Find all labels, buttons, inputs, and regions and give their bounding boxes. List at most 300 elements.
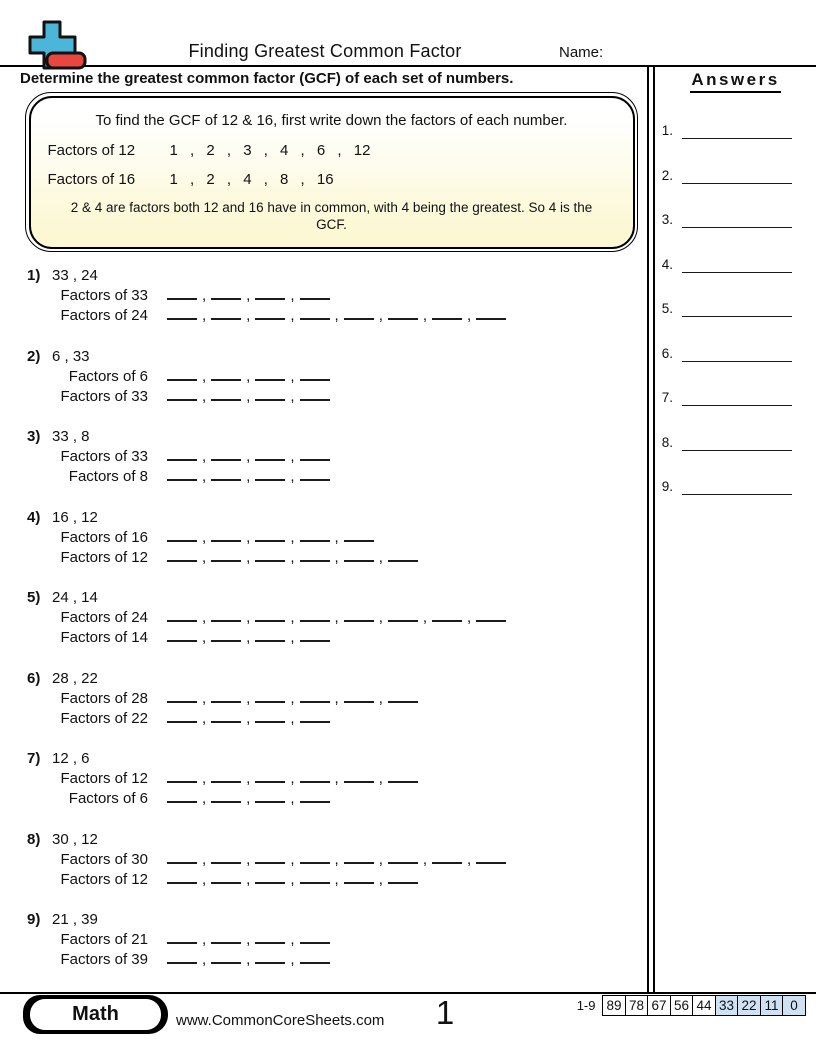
answers-divider	[647, 66, 655, 992]
answer-number: 6.	[661, 345, 673, 361]
factor-answer-blank[interactable]	[300, 287, 330, 300]
comma-separator: ,	[246, 931, 251, 948]
answers-list	[655, 118, 816, 495]
plus-minus-logo-icon	[26, 16, 90, 72]
example-rows	[31, 141, 633, 190]
factor-answer-blank[interactable]	[388, 851, 418, 864]
factor-answer-blank[interactable]	[167, 770, 197, 783]
factor-answer-blank[interactable]	[211, 529, 241, 542]
comma-separator: ,	[378, 770, 383, 787]
factor-answer-blank[interactable]	[211, 549, 241, 562]
answer-number: 3.	[661, 212, 673, 227]
factor-blanks	[167, 769, 418, 789]
comma-separator: ,	[246, 870, 251, 888]
factor-answer-blank[interactable]	[211, 468, 241, 481]
factor-line	[48, 850, 648, 870]
subject-badge-pill	[30, 999, 161, 1030]
factor-label: Factors of 12	[60, 770, 148, 787]
comma-separator: ,	[467, 307, 472, 324]
factor-answer-blank[interactable]	[255, 871, 285, 884]
problem-number: 8)	[27, 830, 41, 848]
comma-separator: ,	[290, 850, 295, 868]
answers-title-wrap	[655, 70, 816, 93]
answer-item	[658, 430, 792, 451]
problem-number: 4)	[27, 508, 41, 526]
factor-line	[48, 367, 648, 387]
comma-separator: ,	[246, 709, 251, 727]
factor-label: Factors of 33	[60, 448, 148, 465]
factor-line	[48, 467, 648, 487]
problem	[0, 830, 648, 890]
comma-separator: ,	[334, 850, 339, 868]
factor-answer-blank[interactable]	[300, 710, 330, 723]
factor-answer-blank[interactable]	[388, 871, 418, 884]
problem	[0, 508, 648, 568]
answer-number: 8.	[661, 434, 673, 450]
comma-separator: ,	[202, 870, 207, 888]
answer-blank-line[interactable]	[682, 315, 792, 317]
answer-blank-line[interactable]	[682, 493, 792, 495]
comma-separator: ,	[290, 870, 295, 888]
problem-number: 5)	[27, 589, 41, 606]
comma-separator: ,	[378, 689, 383, 707]
comma-separator: ,	[378, 870, 383, 888]
answer-blank-line[interactable]	[682, 449, 792, 451]
comma-separator: ,	[290, 790, 295, 807]
factor-blanks	[167, 306, 506, 326]
factor-answer-blank[interactable]	[255, 529, 285, 542]
comma-separator: ,	[290, 931, 295, 948]
comma-separator: ,	[334, 307, 339, 324]
factor-answer-blank[interactable]	[344, 851, 374, 864]
factor-answer-blank[interactable]	[167, 529, 197, 542]
factor-answer-blank[interactable]	[344, 770, 374, 783]
factor-label: Factors of 30	[60, 850, 148, 868]
answer-number: 9.	[661, 479, 673, 494]
factor-label: Factors of 24	[60, 307, 148, 324]
factor-line	[48, 870, 648, 890]
factor-answer-blank[interactable]	[211, 851, 241, 864]
subject-badge	[23, 995, 168, 1034]
answer-blank-line[interactable]	[682, 360, 792, 362]
answer-blank-line[interactable]	[682, 271, 792, 273]
comma-separator: ,	[378, 850, 383, 868]
factor-answer-blank[interactable]	[255, 951, 285, 964]
answer-item	[658, 385, 792, 406]
comma-separator: ,	[290, 287, 295, 304]
factor-answer-blank[interactable]	[300, 609, 330, 622]
problem-pair: 6 , 33	[52, 347, 90, 365]
factor-answer-blank[interactable]	[300, 368, 330, 381]
factor-answer-blank[interactable]	[300, 388, 330, 401]
factor-answer-blank[interactable]	[388, 690, 418, 703]
factor-blanks	[167, 689, 418, 709]
score-cell: 78	[625, 995, 649, 1016]
comma-separator: ,	[422, 850, 428, 868]
factor-answer-blank[interactable]	[255, 307, 285, 320]
problem-pair: 12 , 6	[52, 750, 90, 767]
factor-label: Factors of 33	[60, 287, 148, 304]
comma-separator: ,	[334, 689, 339, 707]
factor-blanks	[167, 950, 330, 970]
factor-answer-blank[interactable]	[344, 307, 374, 320]
factor-answer-blank[interactable]	[300, 770, 330, 783]
factor-answer-blank[interactable]	[211, 629, 241, 642]
factor-blanks	[167, 870, 418, 890]
problem-pair: 33 , 24	[52, 267, 98, 284]
factor-blanks	[167, 709, 330, 729]
problem	[0, 669, 648, 729]
factor-line	[48, 608, 648, 628]
factor-answer-blank[interactable]	[211, 951, 241, 964]
minus-icon	[47, 53, 85, 68]
problem	[0, 910, 648, 970]
problem	[0, 347, 648, 407]
factor-answer-blank[interactable]	[300, 629, 330, 642]
comma-separator: ,	[290, 387, 295, 405]
answer-blank-line[interactable]	[682, 226, 792, 228]
comma-separator: ,	[246, 770, 251, 787]
problem	[0, 266, 648, 326]
comma-separator: ,	[290, 528, 295, 546]
comma-separator: ,	[422, 609, 428, 626]
comma-separator: ,	[202, 387, 207, 405]
problem	[0, 427, 648, 487]
score-cell: 22	[737, 995, 761, 1016]
factor-answer-blank[interactable]	[211, 609, 241, 622]
factor-answer-blank[interactable]	[255, 609, 285, 622]
factor-answer-blank[interactable]	[255, 690, 285, 703]
factor-line	[48, 950, 648, 970]
factor-answer-blank[interactable]	[388, 770, 418, 783]
comma-separator: ,	[378, 548, 383, 566]
comma-separator: ,	[422, 307, 428, 324]
comma-separator: ,	[334, 870, 339, 888]
comma-separator: ,	[378, 307, 383, 324]
factor-answer-blank[interactable]	[211, 871, 241, 884]
comma-separator: ,	[246, 448, 251, 465]
page-title: Finding Greatest Common Factor	[188, 41, 462, 61]
comma-separator: ,	[246, 287, 251, 304]
factor-answer-blank[interactable]	[167, 468, 197, 481]
score-cell: 0	[782, 995, 806, 1016]
comma-separator: ,	[246, 790, 251, 807]
factor-answer-blank[interactable]	[167, 629, 197, 642]
answer-number: 5.	[661, 301, 673, 316]
factor-blanks	[167, 387, 330, 407]
factor-answer-blank[interactable]	[211, 710, 241, 723]
comma-separator: ,	[202, 468, 207, 485]
score-cell: 56	[670, 995, 694, 1016]
factor-blanks	[167, 367, 330, 387]
comma-separator: ,	[290, 689, 295, 707]
score-cells	[604, 995, 807, 1016]
problem	[0, 749, 648, 809]
problem-pair: 16 , 12	[52, 508, 98, 526]
factor-answer-blank[interactable]	[255, 468, 285, 481]
factor-label: Factors of 28	[60, 689, 148, 707]
comma-separator: ,	[246, 528, 251, 546]
factor-answer-blank[interactable]	[344, 609, 374, 622]
comma-separator: ,	[246, 951, 251, 968]
factor-answer-blank[interactable]	[255, 287, 285, 300]
factor-answer-blank[interactable]	[344, 690, 374, 703]
factor-label: Factors of 6	[68, 790, 148, 807]
factor-line	[48, 789, 648, 809]
factor-label: Factors of 12	[60, 870, 148, 888]
score-cell: 89	[602, 995, 626, 1016]
comma-separator: ,	[246, 548, 251, 566]
example-factor-values: 1 , 2 , 4 , 8 , 16	[169, 170, 334, 188]
factor-answer-blank[interactable]	[255, 549, 285, 562]
answer-item	[658, 252, 792, 273]
score-cell: 67	[647, 995, 671, 1016]
factor-blanks	[167, 286, 330, 306]
factor-answer-blank[interactable]	[344, 529, 374, 542]
factor-answer-blank[interactable]	[167, 549, 197, 562]
answer-item	[658, 474, 792, 495]
factor-answer-blank[interactable]	[300, 549, 330, 562]
comma-separator: ,	[290, 770, 295, 787]
problem-number: 2)	[27, 347, 41, 365]
problem-number: 7)	[27, 750, 41, 767]
factor-answer-blank[interactable]	[211, 931, 241, 944]
factor-answer-blank[interactable]	[167, 388, 197, 401]
factor-label: Factors of 21	[60, 931, 148, 948]
factor-answer-blank[interactable]	[167, 448, 197, 461]
comma-separator: ,	[202, 709, 207, 727]
comma-separator: ,	[246, 367, 251, 385]
factor-answer-blank[interactable]	[167, 710, 197, 723]
comma-separator: ,	[202, 528, 207, 546]
answer-item	[658, 163, 792, 184]
factor-answer-blank[interactable]	[167, 307, 197, 320]
factor-label: Factors of 12	[60, 548, 148, 566]
factor-answer-blank[interactable]	[255, 388, 285, 401]
factor-answer-blank[interactable]	[211, 448, 241, 461]
comma-separator: ,	[290, 548, 295, 566]
comma-separator: ,	[202, 287, 207, 304]
comma-separator: ,	[246, 468, 251, 485]
factor-answer-blank[interactable]	[167, 609, 197, 622]
factor-line	[48, 306, 648, 326]
factor-line	[48, 286, 648, 306]
factor-answer-blank[interactable]	[300, 851, 330, 864]
comma-separator: ,	[202, 307, 207, 324]
factor-answer-blank[interactable]	[211, 287, 241, 300]
problem-pair: 28 , 22	[52, 669, 98, 687]
answer-item	[658, 118, 792, 139]
factor-answer-blank[interactable]	[476, 609, 506, 622]
answer-number: 7.	[661, 390, 673, 405]
comma-separator: ,	[246, 629, 251, 646]
factor-answer-blank[interactable]	[344, 871, 374, 884]
factor-answer-blank[interactable]	[167, 951, 197, 964]
factor-label: Factors of 6	[68, 367, 148, 385]
answer-number: 2.	[661, 167, 673, 183]
factor-line	[48, 628, 648, 648]
comma-separator: ,	[202, 629, 207, 646]
comma-separator: ,	[246, 609, 251, 626]
factor-answer-blank[interactable]	[255, 931, 285, 944]
factor-answer-blank[interactable]	[255, 368, 285, 381]
answers-title: Answers	[690, 70, 780, 93]
comma-separator: ,	[334, 548, 339, 566]
factor-label: Factors of 16	[60, 528, 148, 546]
example-box-inner	[29, 96, 635, 249]
problem-pair: 33 , 8	[52, 428, 90, 445]
score-cell: 33	[715, 995, 739, 1016]
factor-answer-blank[interactable]	[300, 951, 330, 964]
comma-separator: ,	[290, 951, 295, 968]
factor-answer-blank[interactable]	[255, 629, 285, 642]
factor-answer-blank[interactable]	[388, 549, 418, 562]
comma-separator: ,	[202, 548, 207, 566]
factor-blanks	[167, 528, 374, 548]
problem-number: 6)	[27, 669, 41, 687]
factor-blanks	[167, 548, 418, 568]
factor-answer-blank[interactable]	[167, 690, 197, 703]
factor-answer-blank[interactable]	[300, 871, 330, 884]
comma-separator: ,	[290, 629, 295, 646]
factor-answer-blank[interactable]	[167, 931, 197, 944]
factor-answer-blank[interactable]	[211, 790, 241, 803]
factor-label: Factors of 39	[60, 951, 148, 968]
factor-line	[48, 930, 648, 950]
comma-separator: ,	[202, 850, 207, 868]
factor-blanks	[167, 628, 330, 648]
factor-answer-blank[interactable]	[388, 609, 418, 622]
factor-answer-blank[interactable]	[211, 770, 241, 783]
example-conclusion: 2 & 4 are factors both 12 and 16 have in common, with 4 being the greatest. So 4 is the GCF.	[70, 199, 593, 232]
factor-answer-blank[interactable]	[300, 468, 330, 481]
comma-separator: ,	[290, 709, 295, 727]
answer-blank-line[interactable]	[682, 404, 792, 406]
factor-blanks	[167, 850, 506, 870]
problem-pair: 24 , 14	[52, 589, 98, 606]
example-box	[25, 92, 638, 252]
factor-answer-blank[interactable]	[211, 368, 241, 381]
problem	[0, 588, 648, 648]
problem-number: 9)	[27, 911, 41, 928]
factor-answer-blank[interactable]	[167, 368, 197, 381]
footer-divider	[0, 992, 816, 994]
factor-blanks	[167, 467, 330, 487]
example-factor-label: Factors of 12	[47, 141, 136, 159]
comma-separator: ,	[202, 609, 207, 626]
answers-panel	[655, 66, 816, 519]
factor-answer-blank[interactable]	[476, 307, 506, 320]
problem-pair: 30 , 12	[52, 830, 98, 848]
factor-answer-blank[interactable]	[432, 851, 462, 864]
factor-answer-blank[interactable]	[344, 549, 374, 562]
answer-item	[658, 296, 792, 317]
problem-number: 1)	[27, 267, 41, 284]
answer-number: 1.	[661, 123, 673, 138]
factor-answer-blank[interactable]	[300, 529, 330, 542]
factor-line	[48, 548, 648, 568]
factor-label: Factors of 24	[60, 609, 148, 626]
factor-answer-blank[interactable]	[300, 448, 330, 461]
website-link[interactable]: www.CommonCoreSheets.com	[176, 1012, 385, 1029]
subject-badge-label: Math	[72, 1003, 119, 1025]
comma-separator: ,	[334, 609, 339, 626]
factor-answer-blank[interactable]	[300, 690, 330, 703]
answer-blank-line[interactable]	[682, 182, 792, 184]
example-factor-values: 1 , 2 , 3 , 4 , 6 , 12	[169, 141, 371, 159]
factor-answer-blank[interactable]	[300, 307, 330, 320]
score-range-label: 1-9	[576, 998, 596, 1013]
factor-line	[48, 769, 648, 789]
factor-answer-blank[interactable]	[476, 851, 506, 864]
comma-separator: ,	[378, 609, 383, 626]
comma-separator: ,	[246, 307, 251, 324]
example-factor-label: Factors of 16	[47, 170, 136, 188]
factor-answer-blank[interactable]	[255, 851, 285, 864]
factor-blanks	[167, 447, 330, 467]
factor-answer-blank[interactable]	[432, 609, 462, 622]
factor-answer-blank[interactable]	[255, 770, 285, 783]
comma-separator: ,	[246, 850, 251, 868]
factor-answer-blank[interactable]	[167, 851, 197, 864]
instruction-text: Determine the greatest common factor (GCF) of each set of numbers.	[20, 70, 514, 87]
factor-answer-blank[interactable]	[432, 307, 462, 320]
factor-answer-blank[interactable]	[211, 690, 241, 703]
comma-separator: ,	[467, 609, 472, 626]
factor-answer-blank[interactable]	[211, 307, 241, 320]
factor-answer-blank[interactable]	[167, 287, 197, 300]
factor-line	[48, 447, 648, 467]
example-factor-row	[48, 170, 633, 190]
factor-answer-blank[interactable]	[255, 710, 285, 723]
factor-answer-blank[interactable]	[300, 931, 330, 944]
comma-separator: ,	[334, 770, 339, 787]
score-cell: 11	[760, 995, 784, 1016]
factor-answer-blank[interactable]	[167, 871, 197, 884]
factor-label: Factors of 8	[68, 468, 148, 485]
comma-separator: ,	[202, 689, 207, 707]
answer-blank-line[interactable]	[682, 137, 792, 139]
example-factor-row	[48, 141, 633, 161]
comma-separator: ,	[290, 367, 295, 385]
problem-list	[0, 266, 648, 991]
factor-label: Factors of 22	[60, 709, 148, 727]
factor-blanks	[167, 930, 330, 950]
answer-item	[658, 207, 792, 228]
factor-answer-blank[interactable]	[255, 790, 285, 803]
example-intro: To find the GCF of 12 & 16, first write down the factors of each number.	[95, 111, 568, 129]
factor-answer-blank[interactable]	[388, 307, 418, 320]
factor-answer-blank[interactable]	[255, 448, 285, 461]
factor-answer-blank[interactable]	[167, 790, 197, 803]
comma-separator: ,	[334, 528, 339, 546]
comma-separator: ,	[290, 468, 295, 485]
factor-answer-blank[interactable]	[300, 790, 330, 803]
score-cell: 44	[692, 995, 716, 1016]
comma-separator: ,	[202, 790, 207, 807]
answer-number: 4.	[661, 256, 673, 272]
score-strip	[577, 995, 806, 1016]
factor-line	[48, 689, 648, 709]
comma-separator: ,	[202, 367, 207, 385]
factor-line	[48, 709, 648, 729]
name-label: Name:	[559, 44, 604, 61]
factor-line	[48, 387, 648, 407]
comma-separator: ,	[467, 850, 472, 868]
comma-separator: ,	[202, 931, 207, 948]
factor-answer-blank[interactable]	[211, 388, 241, 401]
factor-blanks	[167, 608, 506, 628]
